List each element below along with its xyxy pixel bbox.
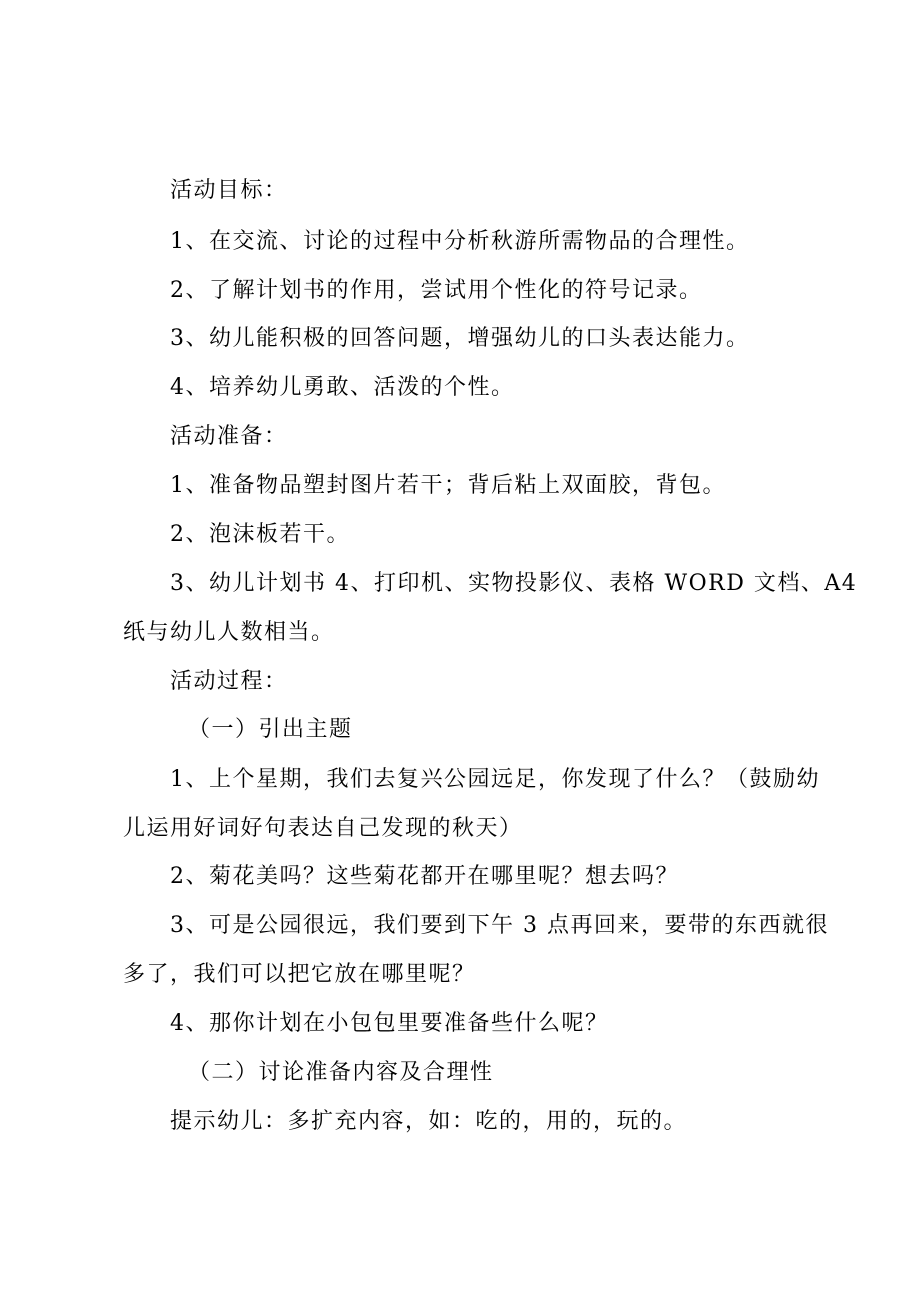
prep-item-1: 1、准备物品塑封图片若干；背后粘上双面胶，背包。 xyxy=(170,473,726,498)
goal-item-2: 2、了解计划书的作用，尝试用个性化的符号记录。 xyxy=(170,278,703,303)
section-heading-preparation: 活动准备： xyxy=(170,424,288,449)
process-item-3: 3、可是公园很远，我们要到下午 3 点再回来，要带的东西就很 xyxy=(170,913,829,938)
prep-item-3: 3、幼儿计划书 4、打印机、实物投影仪、表格 WORD 文档、A4 xyxy=(170,571,858,596)
goal-item-4: 4、培养幼儿勇敢、活泼的个性。 xyxy=(170,375,515,400)
subsection-heading-1: （一）引出主题 xyxy=(188,717,353,742)
process-item-1-continued: 儿运用好词好句表达自己发现的秋天） xyxy=(123,816,523,841)
prep-item-2: 2、泡沫板若干。 xyxy=(170,522,350,547)
section-heading-goals: 活动目标： xyxy=(170,178,288,203)
process-item-1: 1、上个星期，我们去复兴公园远足，你发现了什么？（鼓励幼 xyxy=(170,767,820,792)
goal-item-3: 3、幼儿能积极的回答问题，增强幼儿的口头表达能力。 xyxy=(170,326,750,351)
process-item-3-continued: 多了，我们可以把它放在哪里呢？ xyxy=(123,962,476,987)
section-heading-process: 活动过程： xyxy=(170,669,288,694)
process-item-4: 4、那你计划在小包包里要准备些什么呢？ xyxy=(170,1011,609,1036)
hint-text: 提示幼儿：多扩充内容，如：吃的，用的，玩的。 xyxy=(170,1109,688,1134)
goal-item-1: 1、在交流、讨论的过程中分析秋游所需物品的合理性。 xyxy=(170,229,750,254)
process-item-2: 2、菊花美吗？这些菊花都开在哪里呢？想去吗？ xyxy=(170,864,679,889)
subsection-heading-2: （二）讨论准备内容及合理性 xyxy=(188,1060,494,1085)
prep-item-3-continued: 纸与幼儿人数相当。 xyxy=(123,620,335,645)
